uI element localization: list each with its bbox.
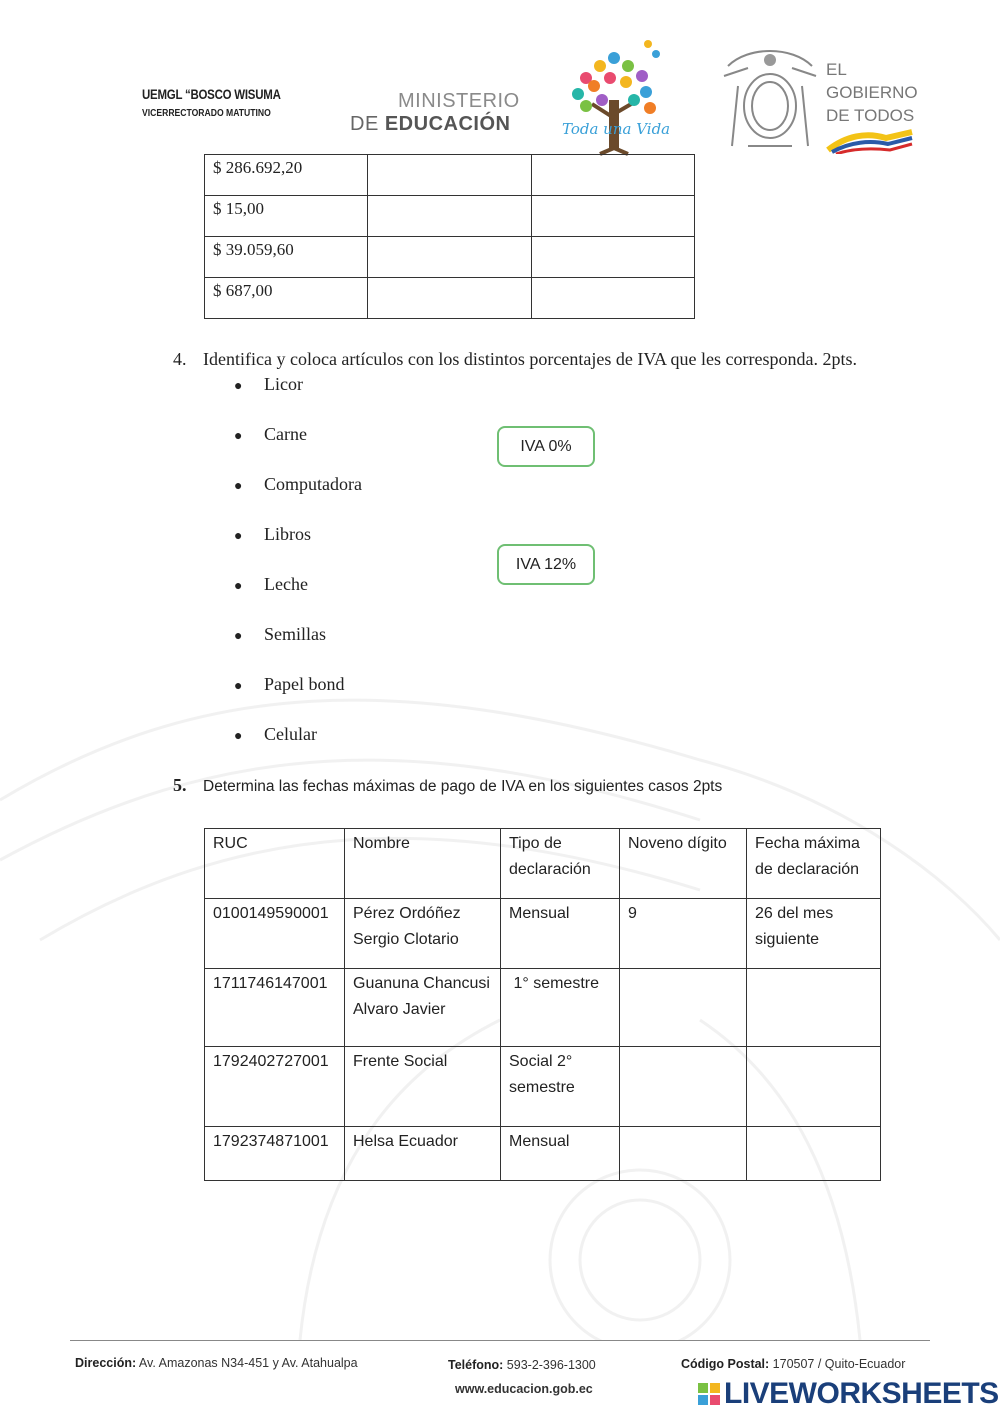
list-item[interactable] [234,574,308,595]
tipo-cell: Mensual [501,899,620,969]
bullet-icon: ● [234,629,243,644]
list-item[interactable] [234,424,307,445]
table-row [205,196,695,237]
gobierno-de-todos-logo [826,58,918,127]
question-5 [173,775,722,796]
table-header-row [205,829,881,899]
bullet-icon: ● [234,729,243,744]
table-row [205,899,881,969]
postal-value: 170507 / Quito-Ecuador [769,1357,906,1371]
liveworksheets-squares-icon [698,1383,720,1405]
noveno-answer-cell[interactable] [620,1047,747,1127]
footer-postal [681,1357,905,1371]
table-row [205,237,695,278]
fecha-cell: 26 del mes siguiente [747,899,881,969]
amount-cell: $ 39.059,60 [205,237,368,278]
footer-divider [70,1340,930,1341]
table-row [205,1047,881,1127]
question-5-text: Determina las fechas máximas de pago de IVA en los siguientes casos 2pts [203,778,723,795]
amount-cell: $ 15,00 [205,196,368,237]
answer-cell[interactable] [368,196,532,237]
fecha-answer-cell[interactable] [747,969,881,1047]
toda-una-vida-tree-logo [556,38,674,156]
question-4 [173,349,857,370]
tipo-cell: 1° semestre [501,969,620,1047]
question-5-number: 5. [173,775,187,795]
bullet-icon: ● [234,679,243,694]
iva-0-drop-zone[interactable]: IVA 0% [497,426,595,467]
nombre-cell: Helsa Ecuador [345,1127,501,1181]
answer-cell[interactable] [532,237,695,278]
list-item[interactable] [234,724,317,745]
bullet-icon: ● [234,379,243,394]
ministry-logo-line2 [350,113,510,136]
item-label: Papel bond [264,674,345,694]
bullet-icon: ● [234,429,243,444]
tree-logo-text: Toda una Vida [562,120,671,138]
answer-cell[interactable] [532,196,695,237]
tipo-cell: Mensual [501,1127,620,1181]
liveworksheets-brand: LIVEWORKSHEETS [724,1377,999,1410]
iva-dates-table [204,828,881,1181]
fecha-answer-cell[interactable] [747,1127,881,1181]
bullet-icon: ● [234,479,243,494]
list-item[interactable] [234,524,311,545]
amount-cell: $ 286.692,20 [205,155,368,196]
ministry-line2-bold: EDUCACIÓN [384,113,511,135]
tipo-cell: Social 2° semestre [501,1047,620,1127]
noveno-cell: 9 [620,899,747,969]
header-nombre: Nombre [345,829,501,899]
header-ruc: RUC [205,829,345,899]
list-item[interactable] [234,374,303,395]
answer-cell[interactable] [368,237,532,278]
table-row [205,278,695,319]
amount-cell: $ 687,00 [205,278,368,319]
ministry-logo-line1: MINISTERIO [398,90,520,112]
footer-address [75,1356,358,1370]
ecuador-coat-of-arms [718,46,822,156]
liveworksheets-logo [698,1377,999,1411]
list-item[interactable] [234,624,326,645]
header-fecha: Fecha máxima de declaración [747,829,881,899]
item-label: Computadora [264,474,362,494]
noveno-answer-cell[interactable] [620,969,747,1047]
bullet-icon: ● [234,579,243,594]
ruc-cell: 1792402727001 [205,1047,345,1127]
list-item[interactable] [234,474,362,495]
ruc-cell: 1792374871001 [205,1127,345,1181]
table-row [205,1127,881,1181]
noveno-answer-cell[interactable] [620,1127,747,1181]
school-name: UEMGL “BOSCO WISUMA [142,86,281,102]
address-label: Dirección: [75,1356,137,1370]
question-4-number: 4. [173,349,187,369]
phone-value: 593-2-396-1300 [503,1358,596,1372]
question-4-text: Identifica y coloca artículos con los distintos porcentajes de IVA que les corresponda. 2pts. [203,349,857,369]
item-label: Libros [264,524,311,544]
amounts-table [204,154,695,319]
phone-label: Teléfono: [448,1358,504,1372]
nombre-cell: Frente Social [345,1047,501,1127]
address-value: Av. Amazonas N34-451 y Av. Atahualpa [136,1356,358,1370]
answer-cell[interactable] [532,278,695,319]
item-label: Celular [264,724,317,744]
answer-cell[interactable] [368,155,532,196]
footer-phone [448,1358,596,1372]
school-subtitle: VICERRECTORADO MATUTINO [142,107,271,119]
ruc-cell: 1711746147001 [205,969,345,1047]
iva-12-drop-zone[interactable]: IVA 12% [497,544,595,585]
header-noveno: Noveno dígito [620,829,747,899]
bullet-icon: ● [234,529,243,544]
item-label: Leche [264,574,308,594]
flag-ribbon-icon [826,128,914,154]
nombre-cell: Guanuna Chancusi Alvaro Javier [345,969,501,1047]
nombre-cell: Pérez Ordóñez Sergio Clotario [345,899,501,969]
table-row [205,155,695,196]
answer-cell[interactable] [368,278,532,319]
item-label: Carne [264,424,307,444]
table-row [205,969,881,1047]
gov-line2: GOBIERNO [826,83,918,102]
postal-label: Código Postal: [681,1357,770,1371]
footer-website-link[interactable]: www.educacion.gob.ec [455,1382,593,1396]
header-tipo: Tipo de declaración [501,829,620,899]
ruc-cell: 0100149590001 [205,899,345,969]
item-label: Semillas [264,624,326,644]
gov-line3: DE TODOS [826,106,915,125]
fecha-answer-cell[interactable] [747,1047,881,1127]
gov-line1: EL [826,60,847,79]
list-item[interactable] [234,674,345,695]
answer-cell[interactable] [532,155,695,196]
ministry-line2-prefix: DE [350,113,385,135]
item-label: Licor [264,374,303,394]
